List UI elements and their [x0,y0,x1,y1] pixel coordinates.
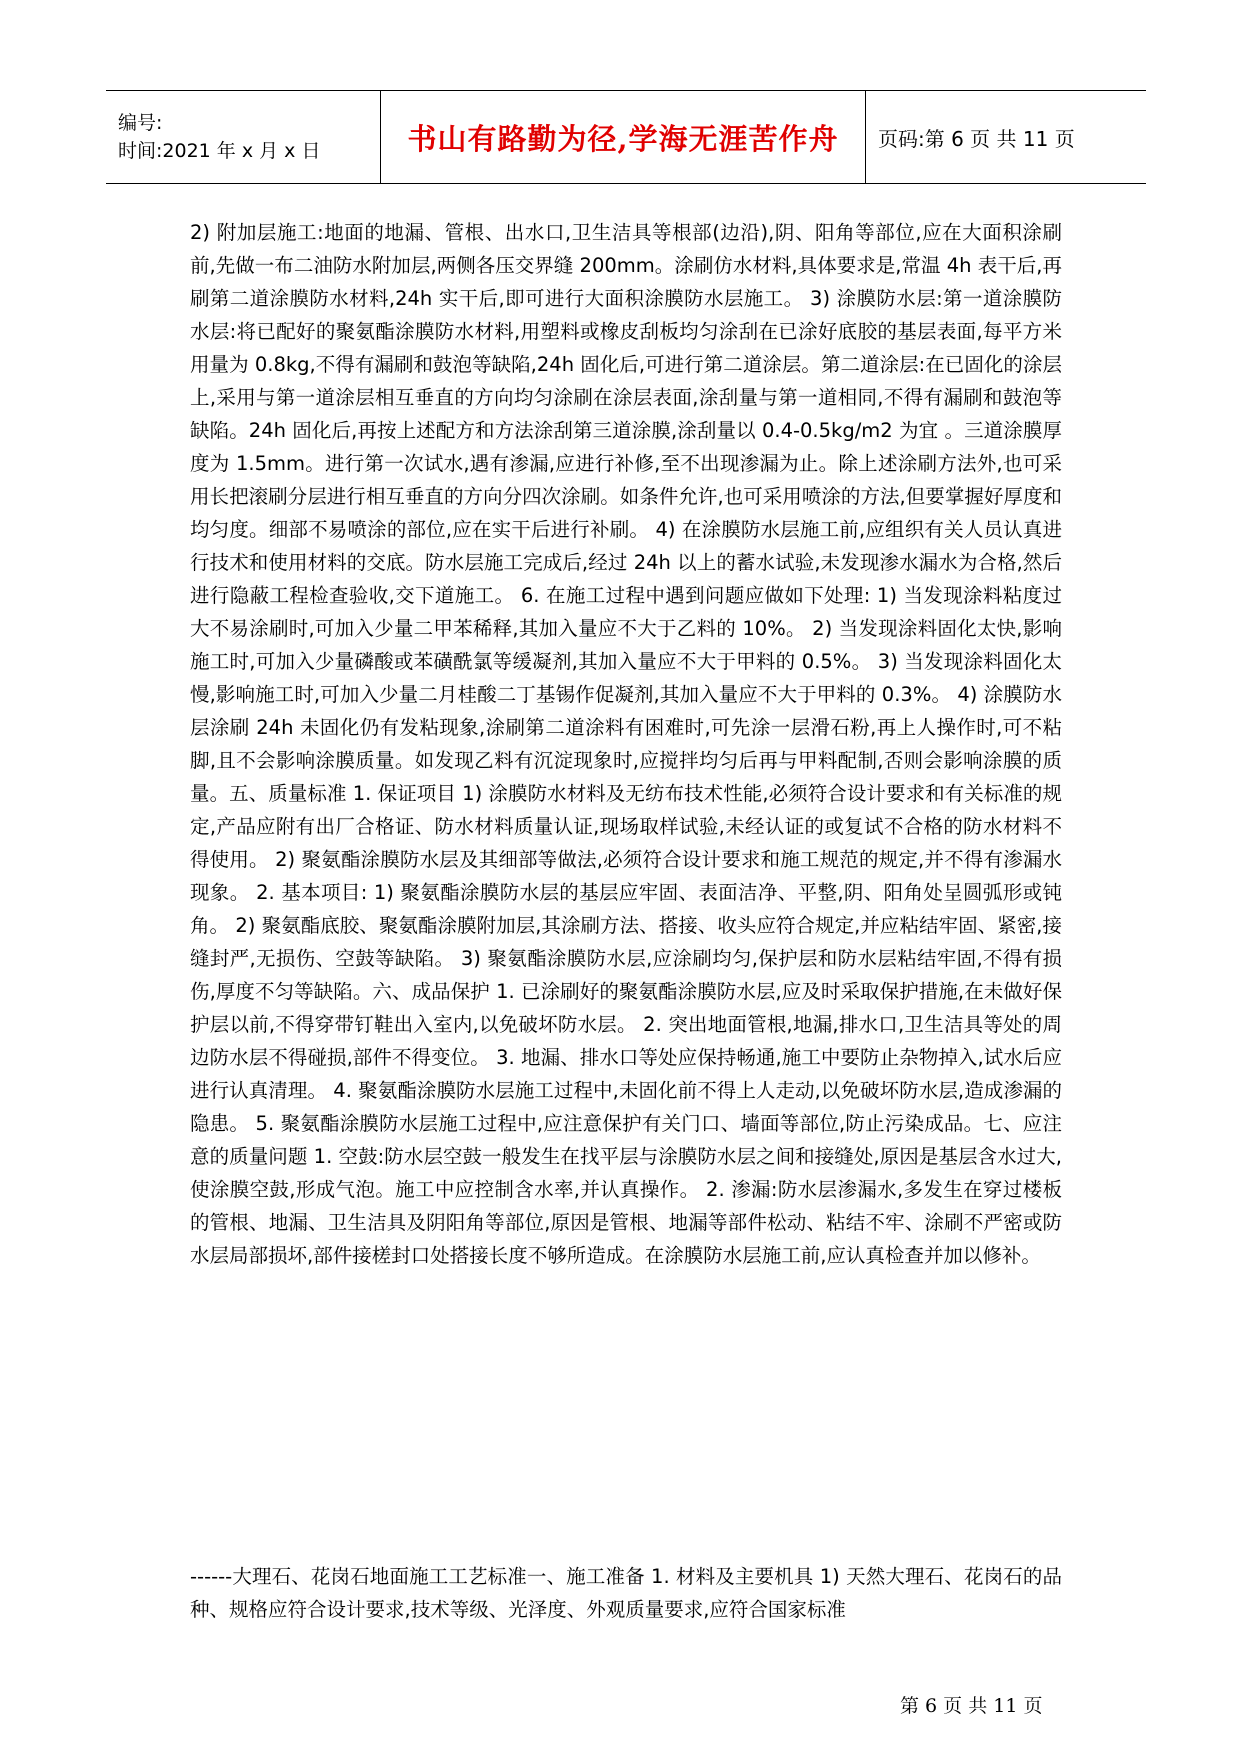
next-section-paragraph: ------大理石、花岗石地面施工工艺标准一、施工准备 1. 材料及主要机具 1) 天然大理石、花岗石的品种、规格应符合设计要求,技术等级、光泽度、外观质量要求,应符合国家标准 [190,1564,1062,1621]
document-body [190,216,1062,1272]
header-motto-cell [381,91,866,183]
document-time: 时间:2021 年 x 月 x 日 [118,140,321,162]
page-footer: 第 6 页 共 11 页 [900,1695,1043,1717]
header-page-code-cell [866,91,1146,183]
header-meta [106,91,381,183]
header-page-code: 页码:第 6 页 共 11 页 [878,126,1075,151]
next-section [190,1540,1062,1645]
header-motto: 书山有路勤为径,学海无涯苦作舟 [407,121,839,156]
body-paragraph: 2) 附加层施工:地面的地漏、管根、出水口,卫生洁具等根部(边沿),阴、阳角等部位,应在大面积涂刷前,先做一布二油防水附加层,两侧各压交界缝 200mm。涂刷仿水材料,具体要求是,常温 4h 表干后,再刷第二道涂膜防水材料,24h 实干后,即可进行大面积涂膜防水层施工。 3) 涂膜防水层:第一道涂膜防水层:将已配好的聚氨酯涂膜防水材料,用塑料或橡皮刮板均匀涂刮在已涂好底胶的基层表面,每平方米用量为 0.8kg,不得有漏刷和鼓泡等缺陷,24h 固化后,可进行第二道涂层。第二道涂层:在已固化的涂层上,采用与第一道涂层相互垂直的方向均匀涂刷在涂层表面,涂刮量与第一道相同,不得有漏刷和鼓泡等缺陷。24h 固化后,再按上述配方和方法涂刮第三道涂膜,涂刮量以 0.4-0.5kg/m2 为宜 。三道涂膜厚度为 1.5mm。进行第一次试水,遇有渗漏,应进行补修,至不出现渗漏为止。除上述涂刷方法外,也可采用长把滚刷分层进行相互垂直的方向分四次涂刷。如条件允许,也可采用喷涂的方法,但要掌握好厚度和均匀度。细部不易喷涂的部位,应在实干后进行补刷。 4) 在涂膜防水层施工前,应组织有关人员认真进行技术和使用材料的交底。防水层施工完成后,经过 24h 以上的蓄水试验,未发现渗水漏水为合格,然后进行隐蔽工程检查验收,交下道施工。 6. 在施工过程中遇到问题应做如下处理: 1) 当发现涂料粘度过大不易涂刷时,可加入少量二甲苯稀释,其加入量应不大于乙料的 10%。 2) 当发现涂料固化太快,影响施工时,可加入少量磷酸或苯磺酰氯等缓凝剂,其加入量应不大于甲料的 0.5%。 3) 当发现涂料固化太慢,影响施工时,可加入少量二月桂酸二丁基锡作促凝剂,其加入量应不大于甲料的 0.3%。 4) 涂膜防水层涂刷 24h 未固化仍有发粘现象,涂刷第二道涂料有困难时,可先涂一层滑石粉,再上人操作时,可不粘脚,且不会影响涂膜质量。如发现乙料有沉淀现象时,应搅拌均匀后再与甲料配制,否则会影响涂膜的质量。五、质量标准 1. 保证项目 1) 涂膜防水材料及无纺布技术性能,必须符合设计要求和有关标准的规定,产品应附有出厂合格证、防水材料质量认证,现场取样试验,未经认证的或复试不合格的防水材料不得使用。 2) 聚氨酯涂膜防水层及其细部等做法,必须符合设计要求和施工规范的规定,并不得有渗漏水现象。 2. 基本项目: 1) 聚氨酯涂膜防水层的基层应牢固、表面洁净、平整,阴、阳角处呈圆弧形或钝角。 2) 聚氨酯底胶、聚氨酯涂膜附加层,其涂刷方法、搭接、收头应符合规定,并应粘结牢固、紧密,接缝封严,无损伤、空鼓等缺陷。 3) 聚氨酯涂膜防水层,应涂刷均匀,保护层和防水层粘结牢固,不得有损伤,厚度不匀等缺陷。六、成品保护 1. 已涂刷好的聚氨酯涂膜防水层,应及时采取保护措施,在未做好保护层以前,不得穿带钉鞋出入室内,以免破坏防水层。 2. 突出地面管根,地漏,排水口,卫生洁具等处的周边防水层不得碰损,部件不得变位。 3. 地漏、排水口等处应保持畅通,施工中要防止杂物掉入,试水后应进行认真清理。 4. 聚氨酯涂膜防水层施工过程中,未固化前不得上人走动,以免破坏防水层,造成渗漏的隐患。 5. 聚氨酯涂膜防水层施工过程中,应注意保护有关门口、墙面等部位,防止污染成品。七、应注意的质量问题 1. 空鼓:防水层空鼓一般发生在找平层与涂膜防水层之间和接缝处,原因是基层含水过大,使涂膜空鼓,形成气泡。施工中应控制含水率,并认真操作。 2. 渗漏:防水层渗漏水,多发生在穿过楼板的管根、地漏、卫生洁具及阴阳角等部位,原因是管根、地漏等部件松动、粘结不牢、涂刷不严密或防水层局部损坏,部件接槎封口处搭接长度不够所造成。在涂膜防水层施工前,应认真检查并加以修补。 [190,221,1062,1267]
page-header [106,90,1146,184]
document-number-label: 编号: [118,112,163,134]
